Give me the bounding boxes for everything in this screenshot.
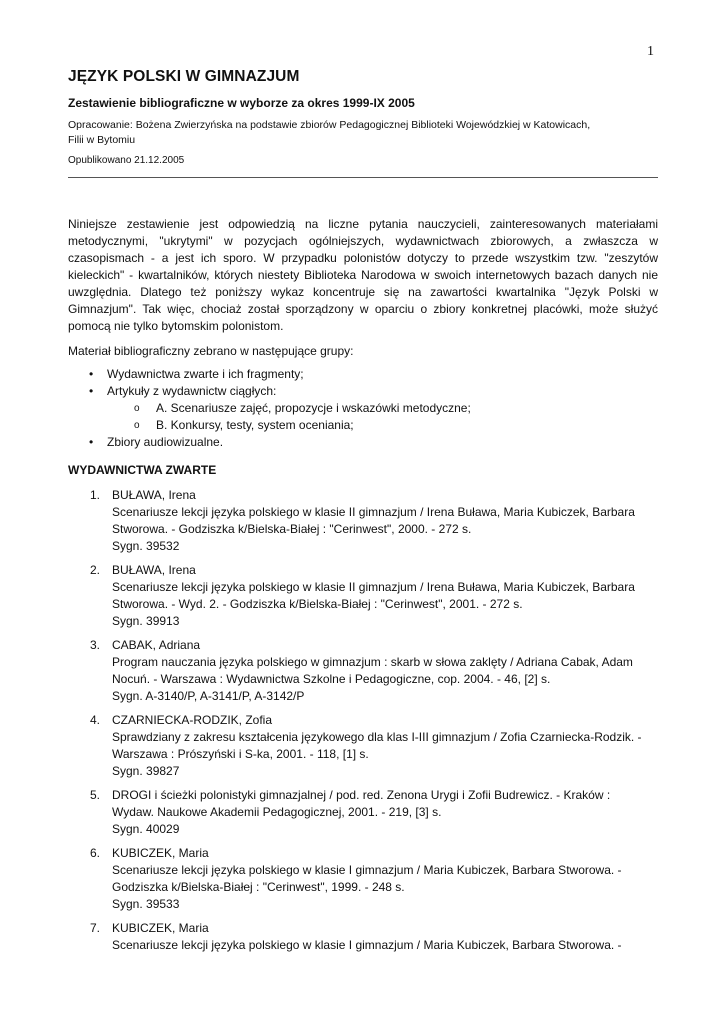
- sub-group-label: B. Konkursy, testy, system oceniania;: [156, 418, 354, 432]
- entry-description: Nocuń. - Warszawa : Wydawnictwa Szkolne i Pedagogiczne, cop. 2004. - 46, [2] s.: [112, 672, 551, 686]
- header-divider: [68, 177, 658, 178]
- entry-author: BUŁAWA, Irena: [112, 563, 196, 577]
- entry-signature: Sygn. A-3140/P, A-3141/P, A-3142/P: [112, 689, 305, 703]
- published-date: Opublikowano 21.12.2005: [68, 155, 185, 166]
- entry-signature: Sygn. 39533: [112, 897, 180, 911]
- circle-bullet-icon: o: [134, 420, 140, 431]
- bibliography-entry: [68, 712, 658, 780]
- bullet-icon: •: [89, 384, 94, 398]
- document-title: JĘZYK POLSKI W GIMNAZJUM: [68, 68, 300, 85]
- entry-number: 5.: [90, 788, 101, 802]
- groups-intro: Materiał bibliograficzny zebrano w następujące grupy:: [68, 344, 354, 358]
- entry-description: Wydaw. Naukowe Akademii Pedagogicznej, 2001. - 219, [3] s.: [112, 805, 442, 819]
- entry-description: Scenariusze lekcji języka polskiego w klasie II gimnazjum / Irena Buława, Maria Kubiczek, Barbara: [112, 580, 635, 594]
- prepared-by: [68, 118, 658, 148]
- entry-number: 7.: [90, 921, 101, 935]
- groups-list: [68, 366, 658, 451]
- entry-description: Sprawdziany z zakresu kształcenia językowego dla klas I-III gimnazjum / Zofia Czarniecka-Rodzik. -: [112, 730, 642, 744]
- bibliography-entry: [68, 562, 658, 630]
- entry-description: Godziszka k/Bielska-Białej : "Cerinwest", 1999. - 248 s.: [112, 880, 405, 894]
- entry-description: Program nauczania języka polskiego w gimnazjum : skarb w słowa zaklęty / Adriana Cabak, Adam: [112, 655, 633, 669]
- bibliography-entry: [68, 787, 658, 838]
- sub-groups-list: [68, 400, 658, 434]
- list-item: [68, 366, 658, 383]
- entry-description: Warszawa : Prószyński i S-ka, 2001. - 118, [1] s.: [112, 747, 369, 761]
- bibliography-entry: [68, 637, 658, 705]
- entry-description: Scenariusze lekcji języka polskiego w klasie I gimnazjum / Maria Kubiczek, Barbara Stworowa. -: [112, 938, 622, 952]
- page-number: 1: [647, 44, 654, 59]
- entry-number: 3.: [90, 638, 101, 652]
- list-item: [68, 383, 658, 400]
- section-heading: WYDAWNICTWA ZWARTE: [68, 463, 217, 477]
- list-item: [68, 400, 658, 417]
- group-label: Wydawnictwa zwarte i ich fragmenty;: [107, 367, 304, 381]
- entry-number: 1.: [90, 488, 101, 502]
- list-item: [68, 417, 658, 434]
- entry-description: Stworowa. - Godziszka k/Bielska-Białej : "Cerinwest", 2000. - 272 s.: [112, 522, 472, 536]
- circle-bullet-icon: o: [134, 403, 140, 414]
- bullet-icon: •: [89, 367, 94, 381]
- entry-author: KUBICZEK, Maria: [112, 921, 209, 935]
- sub-list-container: [68, 400, 658, 434]
- entry-description: Scenariusze lekcji języka polskiego w klasie II gimnazjum / Irena Buława, Maria Kubiczek, Barbara: [112, 505, 635, 519]
- intro-paragraph: Niniejsze zestawienie jest odpowiedzią na liczne pytania nauczycieli, zainteresowanych materiałami metodycznymi, "ukrytymi" w pozycjach ogólniejszych, wydawnictwach zbiorowych, a zwłaszcza w czasopismach - a jest ich sporo. W przypadku polonistów dotyczy to przede wszystkim tzw. "zeszytów kieleckich" - kwartalników, których niestety Biblioteka Narodowa w swoich internetowych bazach danych nie uwzględnia. Dlatego też poniższy wykaz koncentruje się na zawartości kwartalnika "Język Polski w Gimnazjum". Tak więc, chociaż został sporządzony w oparciu o zbiory konkretnej placówki, może służyć pomocą nie tylko bytomskim polonistom.: [68, 217, 658, 333]
- entry-number: 2.: [90, 563, 101, 577]
- document-subtitle: Zestawienie bibliograficzne w wyborze za okres 1999-IX 2005: [68, 96, 415, 110]
- bullet-icon: •: [89, 435, 94, 449]
- document-body: [68, 216, 658, 961]
- entry-signature: Sygn. 40029: [112, 822, 180, 836]
- entry-author: DROGI i ścieżki polonistyki gimnazjalnej / pod. red. Zenona Urygi i Zofii Budrewicz. - Kraków :: [112, 788, 611, 802]
- sub-group-label: A. Scenariusze zajęć, propozycje i wskazówki metodyczne;: [156, 401, 471, 415]
- entry-number: 4.: [90, 713, 101, 727]
- document-header: [68, 68, 658, 166]
- bibliography-list: [68, 487, 658, 954]
- group-label: Artykuły z wydawnictw ciągłych:: [107, 384, 277, 398]
- entry-number: 6.: [90, 846, 101, 860]
- entry-description: Stworowa. - Wyd. 2. - Godziszka k/Bielska-Białej : "Cerinwest", 2001. - 272 s.: [112, 597, 523, 611]
- list-item: [68, 434, 658, 451]
- bibliography-entry: [68, 487, 658, 555]
- bibliography-entry: [68, 845, 658, 913]
- entry-author: CZARNIECKA-RODZIK, Zofia: [112, 713, 273, 727]
- entry-author: BUŁAWA, Irena: [112, 488, 196, 502]
- entry-signature: Sygn. 39913: [112, 614, 180, 628]
- entry-author: KUBICZEK, Maria: [112, 846, 209, 860]
- entry-author: CABAK, Adriana: [112, 638, 201, 652]
- entry-signature: Sygn. 39827: [112, 764, 180, 778]
- entry-description: Scenariusze lekcji języka polskiego w klasie I gimnazjum / Maria Kubiczek, Barbara Stworowa. -: [112, 863, 622, 877]
- prepared-by-line-2: Filii w Bytomiu: [68, 134, 136, 146]
- prepared-by-line-1: Opracowanie: Bożena Zwierzyńska na podstawie zbiorów Pedagogicznej Biblioteki Wojewódzkiej w Katowicach,: [68, 119, 591, 131]
- bibliography-entry: [68, 920, 658, 954]
- group-label: Zbiory audiowizualne.: [107, 435, 224, 449]
- entry-signature: Sygn. 39532: [112, 539, 180, 553]
